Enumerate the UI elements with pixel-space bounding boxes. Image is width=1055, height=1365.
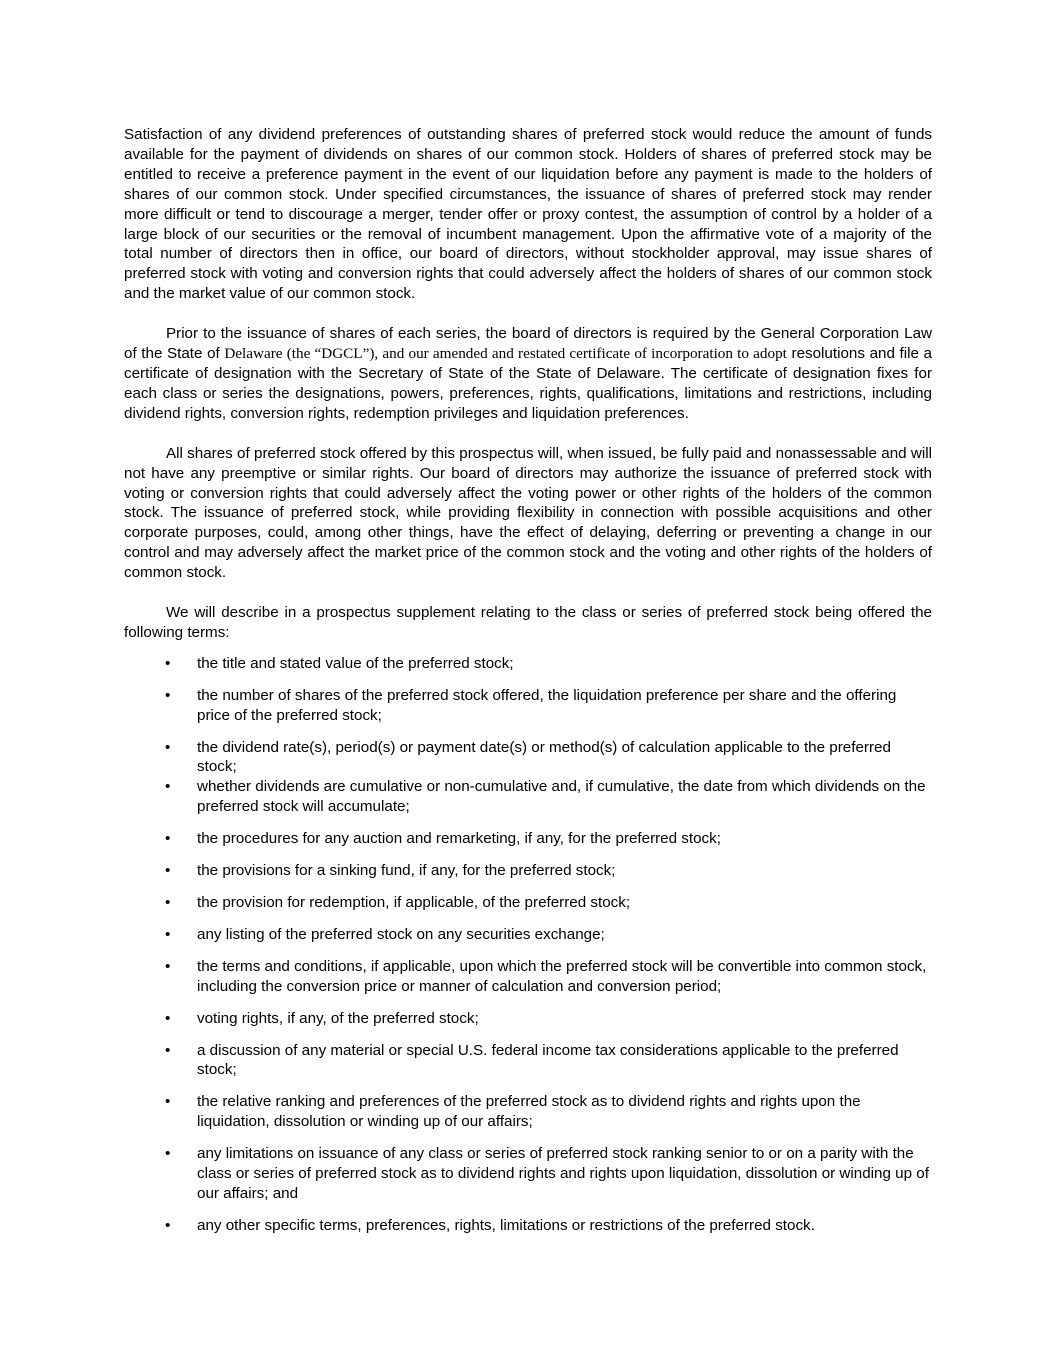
paragraph-shares-offered: All shares of preferred stock offered by this prospectus will, when issued, be fully paid and nonassessable and will not have any preemptive or similar rights. Our board of directors may authorize the issuance of preferred stock with voting or conversion rights that could adversely affect the voting power or other rights of the holders of the common stock. The issuance of preferred stock, while providing flexibility in connection with possible acquisitions and other corporate purposes, could, among other things, have the effect of delaying, deferring or preventing a change in our control and may adversely affect the market price of the common stock and the voting and other rights of the holders of common stock. (124, 444, 932, 582)
list-item: • the number of shares of the preferred stock offered, the liquidation preference per share and the offering price of the preferred stock; (165, 686, 897, 724)
paragraph-dgcl-part1: Prior to the issuance of shares of each series, the board of directors is required by the General Corporation Law of the State of (124, 325, 932, 363)
bullet-icon: • (165, 1041, 171, 1059)
list-item: • whether dividends are cumulative or non-cumulative and, if cumulative, the date from which dividends on the preferred stock will accumulate; (165, 778, 926, 816)
paragraph-dividend-preferences: Satisfaction of any dividend preferences of outstanding shares of preferred stock would reduce the amount of funds available for the payment of dividends on shares of our common stock. Holders of shares of preferred stock may be entitled to receive a preference payment in the event of our liquidation before any payment is made to the holders of shares of our common stock. Under specified circumstances, the issuance of shares of preferred stock may render more difficult or tend to discourage a merger, tender offer or proxy contest, the assumption of control by a holder of a large block of our securities or the removal of incumbent management. Upon the affirmative vote of a majority of the total number of directors then in office, our board of directors, without stockholder approval, may issue shares of preferred stock with voting and conversion rights that could adversely affect the holders of shares of our common stock and the market value of our common stock. (124, 126, 932, 303)
list-item: • any other specific terms, preferences, rights, limitations or restrictions of the preferred stock. (165, 1216, 815, 1234)
bullet-icon: • (165, 1009, 171, 1027)
bullet-icon: • (165, 686, 171, 704)
list-item: • any listing of the preferred stock on any securities exchange; (165, 925, 605, 943)
list-item: • the relative ranking and preferences of the preferred stock as to dividend rights and rights upon the liquidation, dissolution or winding up of our affairs; (165, 1093, 861, 1131)
list-item: • the provisions for a sinking fund, if any, for the preferred stock; (165, 862, 616, 880)
paragraph-dgcl (124, 324, 932, 424)
list-item: • the dividend rate(s), period(s) or payment date(s) or method(s) of calculation applicable to the preferred stock; (165, 738, 891, 776)
bullet-icon: • (165, 778, 171, 796)
list-item: • the title and stated value of the preferred stock; (165, 654, 514, 672)
list-item: • voting rights, if any, of the preferred stock; (165, 1009, 479, 1027)
paragraph-dgcl-part3: resolutions and file a certificate of designation with the Secretary of State of the State of Delaware. The certificate of designation fixes for each class or series the designations, powers, preferences, rights, qualifications, limitations and restrictions, including dividend rights, conversion rights, redemption privileges and liquidation preferences. (124, 345, 932, 422)
document-page (124, 125, 932, 1248)
bullet-icon: • (165, 1216, 171, 1234)
bullet-icon: • (165, 738, 171, 756)
list-item: • the provision for redemption, if applicable, of the preferred stock; (165, 894, 631, 911)
bullet-icon: • (165, 1145, 171, 1163)
list-item: • the terms and conditions, if applicable, upon which the preferred stock will be convertible into common stock, including the conversion price or manner of calculation and conversion period; (165, 957, 927, 995)
bullet-icon: • (165, 894, 171, 911)
bullet-icon: • (165, 654, 171, 672)
bullet-icon: • (165, 862, 171, 880)
bullet-icon: • (165, 1093, 171, 1111)
list-item: • a discussion of any material or special U.S. federal income tax considerations applicable to the preferred stock; (165, 1041, 899, 1079)
terms-bullet-list (124, 654, 932, 1236)
list-item: • the procedures for any auction and remarketing, if any, for the preferred stock; (165, 830, 721, 848)
paragraph-dgcl-part2: Delaware (the “DGCL”), and our amended and restated certificate of incorporation to adopt (224, 345, 787, 363)
list-item: • any limitations on issuance of any class or series of preferred stock ranking senior to or on a parity with the class or series of preferred stock as to dividend rights and rights upon liquidation, dissolution or winding up of our affairs; and (165, 1145, 929, 1202)
bullet-icon: • (165, 957, 171, 975)
paragraph-terms-intro: We will describe in a prospectus supplement relating to the class or series of preferred stock being offered the following terms: (124, 604, 932, 641)
bullet-icon: • (165, 830, 171, 848)
bullet-icon: • (165, 925, 171, 943)
